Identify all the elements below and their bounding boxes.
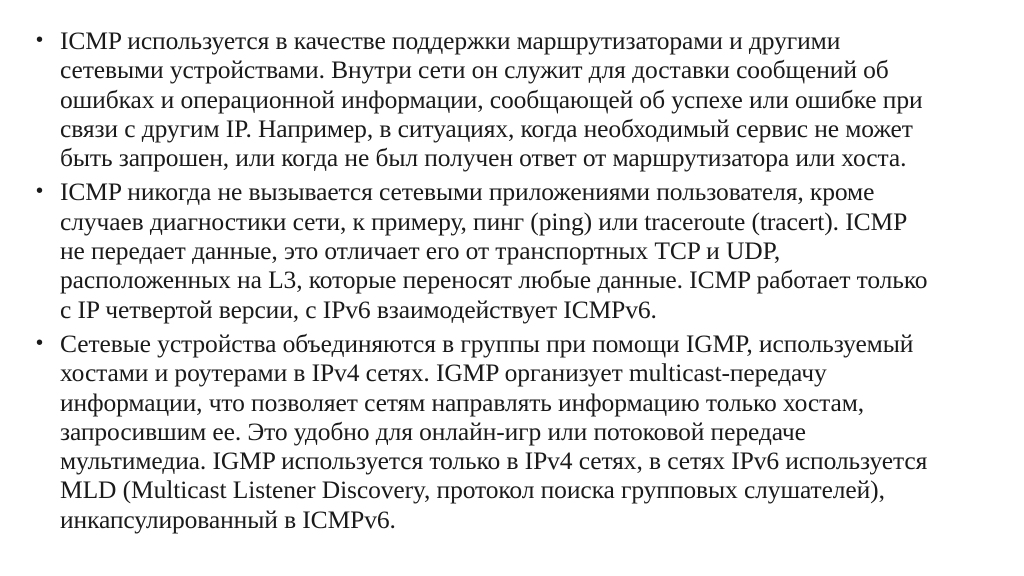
bullet-item-icmp-usage xyxy=(36,177,1006,323)
text-line: случаев диагностики сети, к примеру, пинг (ping) или traceroute (tracert). ICMP xyxy=(60,206,908,236)
bullet-icon: • xyxy=(36,180,43,203)
text-line: хостами и роутерами в IPv4 сетях. IGMP организует multicast-передачу xyxy=(60,358,827,388)
bullet-icon: • xyxy=(36,331,43,354)
text-line: запросившим ее. Это удобно для онлайн-игр или потоковой передаче xyxy=(60,416,806,446)
text-line: инкапсулированный в ICMPv6. xyxy=(60,504,396,534)
text-line: Сетевые устройства объединяются в группы при помощи IGMP, используемый xyxy=(60,328,914,358)
text-line: MLD (Multicast Listener Discovery, протокол поиска групповых слушателей), xyxy=(60,475,885,505)
text-line: ICMP используется в качестве поддержки маршрутизаторами и другими xyxy=(60,26,841,55)
text-line: сетевыми устройствами. Внутри сети он служит для доставки сообщений об xyxy=(60,55,889,85)
text-line: связи с другим IP. Например, в ситуациях, когда необходимый сервис не может xyxy=(60,113,913,143)
bullet-text xyxy=(60,26,1006,172)
text-line: не передает данные, это отличает его от транспортных TCP и UDP, xyxy=(60,236,781,266)
text-line: с IP четвертой версии, с IPv6 взаимодействует ICMPv6. xyxy=(60,294,657,324)
text-line: расположенных на L3, которые переносят любые данные. ICMP работает только xyxy=(60,265,928,295)
bullet-item-igmp xyxy=(36,329,1006,534)
bullet-text xyxy=(60,329,1006,534)
text-line: быть запрошен, или когда не был получен ответ от маршрутизатора или хоста. xyxy=(60,143,907,173)
bullet-text xyxy=(60,177,1006,323)
text-line: информации, что позволяет сетям направлять информацию только хостам, xyxy=(60,387,865,417)
bullet-icon: • xyxy=(36,29,43,51)
text-line: ICMP никогда не вызывается сетевыми приложениями пользователя, кроме xyxy=(60,177,875,207)
text-line: ошибках и операционной информации, сообщающей об успехе или ошибке при xyxy=(60,84,923,114)
text-line: мультимедиа. IGMP используется только в IPv4 сетях, в сетях IPv6 используется xyxy=(60,446,928,476)
bullet-list xyxy=(36,26,1006,539)
bullet-item-icmp-purpose xyxy=(36,26,1006,172)
